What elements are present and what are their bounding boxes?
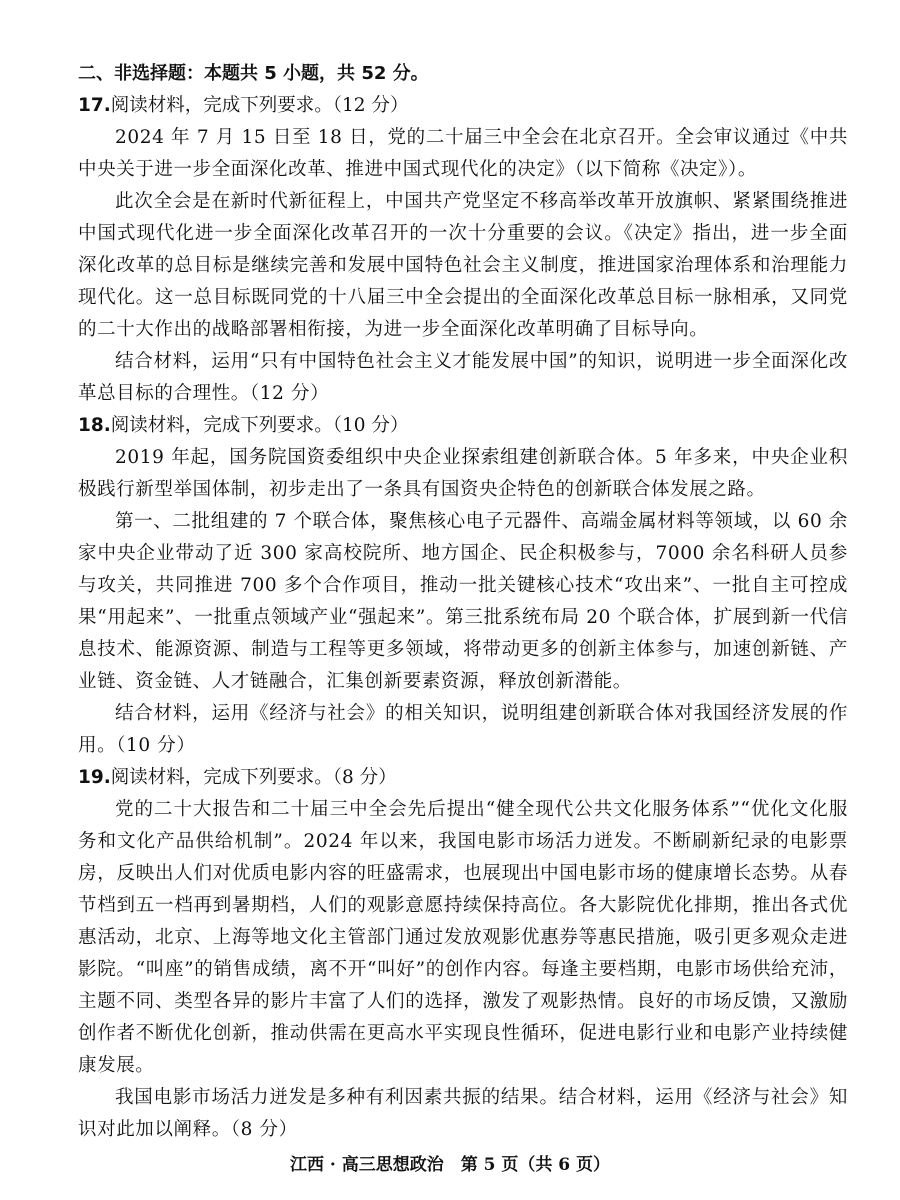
question-17-prompt: 阅读材料，完成下列要求。（12 分） — [110, 95, 409, 116]
question-18-number: 18. — [78, 415, 111, 436]
question-18 — [78, 410, 848, 762]
question-19 — [78, 762, 848, 1146]
question-17-task: 结合材料，运用“只有中国特色社会主义才能发展中国”的知识，说明进一步全面深化改革总目标的合理性。（12 分） — [78, 351, 848, 404]
question-18-material-2: 第一、二批组建的 7 个联合体，聚焦核心电子元器件、高端金属材料等领域，以 60 余家中央企业带动了近 300 家高校院所、地方国企、民企积极参与，7000 余名科研人员参与攻关，共同推进 700 多个合作项目，推动一批关键核心技术“攻出来”、一批自主可控成果“用起来”、一批重点领域产业“强起来”。第三批系统布局 20 个联合体，扩展到新一代信息技术、能源资源、制造与工程等更多领域，将带动更多的创新主体参与，加速创新链、产业链、资金链、人才链融合，汇集创新要素资源，释放创新潜能。 — [78, 511, 848, 692]
question-18-head — [78, 410, 848, 442]
question-18-prompt: 阅读材料，完成下列要求。（10 分） — [110, 415, 409, 436]
question-17 — [78, 90, 848, 410]
question-17-head — [78, 90, 848, 122]
question-19-head — [78, 762, 848, 794]
question-18-material-1: 2019 年起，国务院国资委组织中央企业探索组建创新联合体。5 年多来，中央企业积极践行新型举国体制，初步走出了一条具有国资央企特色的创新联合体发展之路。 — [78, 447, 848, 500]
question-19-number: 19. — [78, 767, 111, 788]
exam-page — [78, 58, 848, 1146]
question-19-material-1: 党的二十大报告和二十届三中全会先后提出“健全现代公共文化服务体系”“优化文化服务和文化产品供给机制”。2024 年以来，我国电影市场活力迸发。不断刷新纪录的电影票房，反映出人们对优质电影内容的旺盛需求，也展现出中国电影市场的健康增长态势。从春节档到五一档再到暑期档，人们的观影意愿持续保持高位。各大影院优化排期，推出各式优惠活动，北京、上海等地文化主管部门通过发放观影优惠券等惠民措施，吸引更多观众走进影院。“叫座”的销售成绩，离不开“叫好”的创作内容。每逢主要档期，电影市场供给充沛，主题不同、类型各异的影片丰富了人们的选择，激发了观影热情。良好的市场反馈，又激励创作者不断优化创新，推动供需在更高水平实现良性循环，促进电影行业和电影产业持续健康发展。 — [78, 799, 848, 1076]
question-18-task: 结合材料，运用《经济与社会》的相关知识，说明组建创新联合体对我国经济发展的作用。（10 分） — [78, 703, 848, 756]
question-19-task: 我国电影市场活力迸发是多种有利因素共振的结果。结合材料，运用《经济与社会》知识对此加以阐释。（8 分） — [78, 1087, 848, 1140]
page-footer: 江西 · 高三思想政治 第 5 页（共 6 页） — [289, 1155, 611, 1175]
question-17-material-2: 此次全会是在新时代新征程上，中国共产党坚定不移高举改革开放旗帜、紧紧围绕推进中国式现代化进一步全面深化改革召开的一次十分重要的会议。《决定》指出，进一步全面深化改革的总目标是继续完善和发展中国特色社会主义制度，推进国家治理体系和治理能力现代化。这一总目标既同党的十八届三中全会提出的全面深化改革总目标一脉相承，又同党的二十大作出的战略部署相衔接，为进一步全面深化改革明确了目标导向。 — [78, 191, 848, 340]
question-19-prompt: 阅读材料，完成下列要求。（8 分） — [110, 767, 397, 788]
section-title: 二、非选择题：本题共 5 小题，共 52 分。 — [78, 63, 429, 84]
question-17-material-1: 2024 年 7 月 15 日至 18 日，党的二十届三中全会在北京召开。全会审议通过《中共中央关于进一步全面深化改革、推进中国式现代化的决定》（以下简称《决定》）。 — [78, 127, 848, 180]
question-17-number: 17. — [78, 95, 111, 116]
